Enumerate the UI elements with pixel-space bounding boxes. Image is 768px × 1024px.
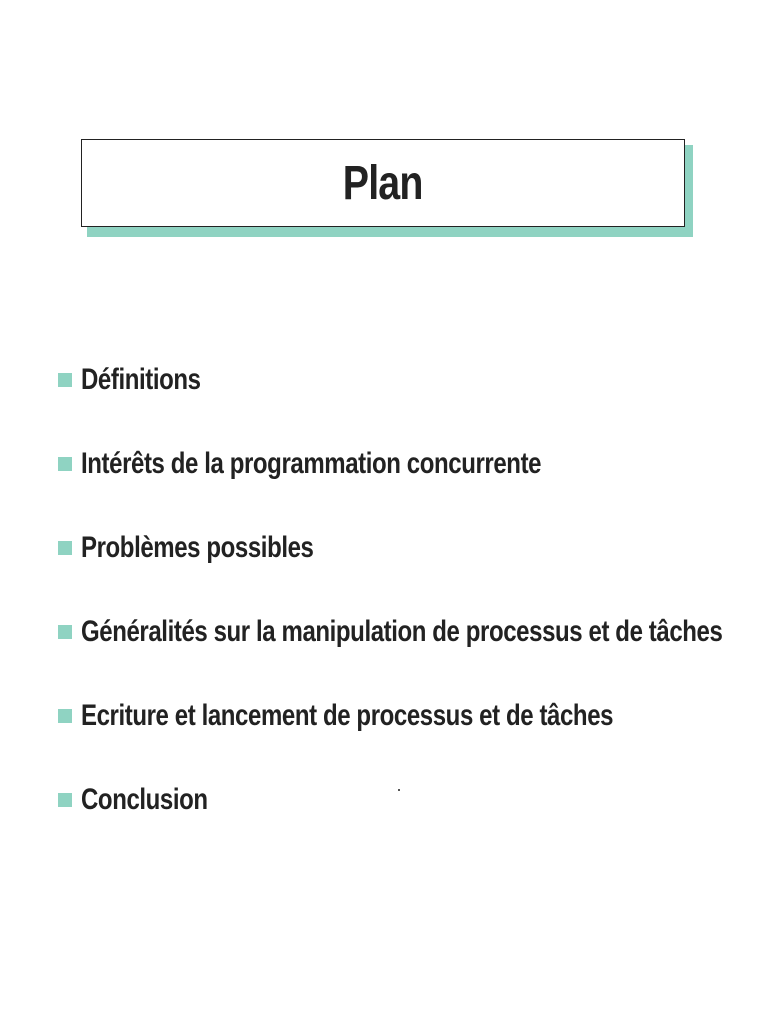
square-bullet-icon (58, 793, 72, 807)
list-item (58, 698, 748, 782)
list-item-label: Ecriture et lancement de processus et de tâches (81, 699, 614, 732)
list-item (58, 362, 748, 446)
list-item-label: Définitions (81, 363, 201, 396)
list-item (58, 530, 748, 614)
list-item (58, 614, 748, 698)
square-bullet-icon (58, 373, 72, 387)
square-bullet-icon (58, 709, 72, 723)
square-bullet-icon (58, 541, 72, 555)
list-item-label: Conclusion (81, 783, 208, 816)
title-box (81, 139, 685, 227)
list-item-label: Intérêts de la programmation concurrente (81, 447, 542, 480)
list-item (58, 446, 748, 530)
square-bullet-icon (58, 457, 72, 471)
list-item (58, 782, 748, 866)
bullet-list (58, 362, 748, 866)
stray-dot (398, 789, 400, 791)
list-item-label: Problèmes possibles (81, 531, 314, 564)
list-item-label: Généralités sur la manipulation de processus et de tâches (81, 615, 723, 648)
square-bullet-icon (58, 625, 72, 639)
page-title: Plan (343, 156, 423, 210)
